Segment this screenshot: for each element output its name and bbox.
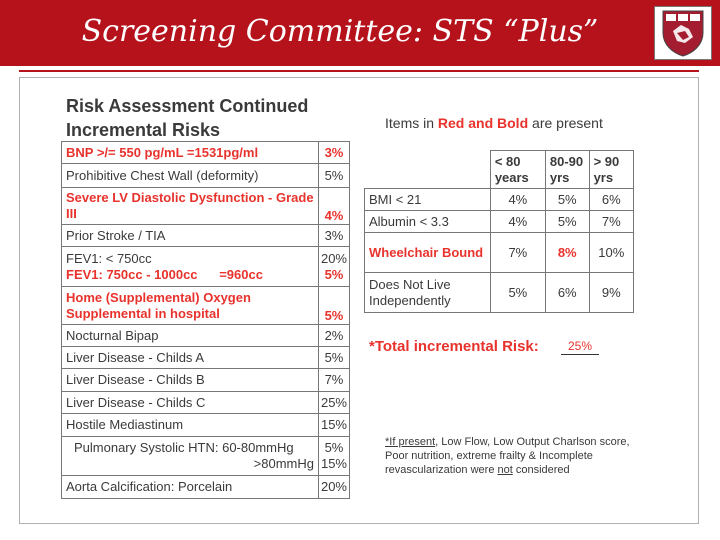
- cell-value: 10%: [589, 233, 633, 273]
- column-header: 80-90 yrs: [545, 151, 589, 189]
- cell-value: 4%: [490, 189, 545, 211]
- age-risk-table: [364, 150, 634, 313]
- risk-value: 4%: [318, 188, 349, 225]
- row-label: Wheelchair Bound: [365, 233, 491, 273]
- table-row: [365, 189, 634, 211]
- total-risk-value: 25%: [561, 339, 599, 355]
- column-header: < 80 years: [490, 151, 545, 189]
- title-rule: [19, 70, 699, 72]
- table-row: [62, 164, 350, 188]
- cell-value: 5%: [545, 189, 589, 211]
- table-row: [62, 476, 350, 499]
- table-row: [62, 437, 350, 476]
- risk-label: Nocturnal Bipap: [62, 325, 319, 347]
- risk-label: Liver Disease - Childs A: [62, 347, 319, 369]
- risk-label: Severe LV Diastolic Dysfunction - Grade III: [62, 188, 319, 225]
- table-row: [62, 287, 350, 325]
- risk-value: 7%: [318, 369, 349, 392]
- incremental-risk-table: [61, 141, 350, 499]
- risk-label: Hostile Mediastinum: [62, 414, 319, 437]
- row-label: Does Not Live Independently: [365, 273, 491, 313]
- table-row: [365, 211, 634, 233]
- table-row: [62, 414, 350, 437]
- row-label: BMI < 21: [365, 189, 491, 211]
- risk-label: Liver Disease - Childs B: [62, 369, 319, 392]
- row-label: Albumin < 3.3: [365, 211, 491, 233]
- cell-value: 5%: [490, 273, 545, 313]
- cell-value: 5%: [545, 211, 589, 233]
- table-row: [62, 188, 350, 225]
- footnote: *If present, Low Flow, Low Output Charlson score, Poor nutrition, extreme frailty & Incomplete revascularization were not considered: [385, 436, 630, 476]
- cell-value: 4%: [490, 211, 545, 233]
- table-header-row: [365, 151, 634, 189]
- table-row: [365, 273, 634, 313]
- risk-label: FEV1: < 750cc FEV1: 750cc - 1000cc =960cc: [62, 247, 319, 287]
- risk-label: Liver Disease - Childs C: [62, 392, 319, 414]
- risk-value: 5%: [318, 164, 349, 188]
- harvard-logo: [654, 6, 712, 60]
- risk-label: BNP >/= 550 pg/mL =1531pg/ml: [62, 142, 319, 164]
- cell-value: 9%: [589, 273, 633, 313]
- risk-value: 3%: [318, 225, 349, 247]
- risk-label: Prior Stroke / TIA: [62, 225, 319, 247]
- risk-heading: Risk Assessment Continued Incremental Risks: [66, 96, 309, 140]
- cell-value: 6%: [589, 189, 633, 211]
- slide-title: Screening Committee: STS “Plus”: [81, 14, 599, 49]
- risk-value: 25%: [318, 392, 349, 414]
- risk-label: Aorta Calcification: Porcelain: [62, 476, 319, 499]
- cell-value: 7%: [589, 211, 633, 233]
- table-row: [62, 225, 350, 247]
- empty-header-cell: [365, 151, 491, 189]
- title-bar: [0, 0, 720, 66]
- table-row: [62, 369, 350, 392]
- table-row: [62, 142, 350, 164]
- cell-value: 7%: [490, 233, 545, 273]
- table-row: [365, 233, 634, 273]
- legend-note: Items in Red and Bold are present: [385, 115, 603, 131]
- risk-value: 15%: [318, 414, 349, 437]
- risk-value: 5%: [318, 347, 349, 369]
- risk-value: 3%: [318, 142, 349, 164]
- risk-label: Prohibitive Chest Wall (deformity): [62, 164, 319, 188]
- cell-value: 6%: [545, 273, 589, 313]
- column-header: > 90 yrs: [589, 151, 633, 189]
- table-row: [62, 392, 350, 414]
- table-row: [62, 247, 350, 287]
- shield-icon: [655, 7, 711, 59]
- risk-label: Home (Supplemental) Oxygen Supplemental in hospital: [62, 287, 319, 325]
- cell-value: 8%: [545, 233, 589, 273]
- total-risk-label: *Total incremental Risk:: [369, 338, 539, 355]
- risk-value: 2%: [318, 325, 349, 347]
- table-row: [62, 325, 350, 347]
- risk-label: Pulmonary Systolic HTN: 60-80mmHg >80mmHg: [62, 437, 319, 476]
- risk-value: 5%: [318, 287, 349, 325]
- risk-value: 20%: [318, 476, 349, 499]
- table-row: [62, 347, 350, 369]
- risk-value: 5% 15%: [318, 437, 349, 476]
- risk-value: 20% 5%: [318, 247, 349, 287]
